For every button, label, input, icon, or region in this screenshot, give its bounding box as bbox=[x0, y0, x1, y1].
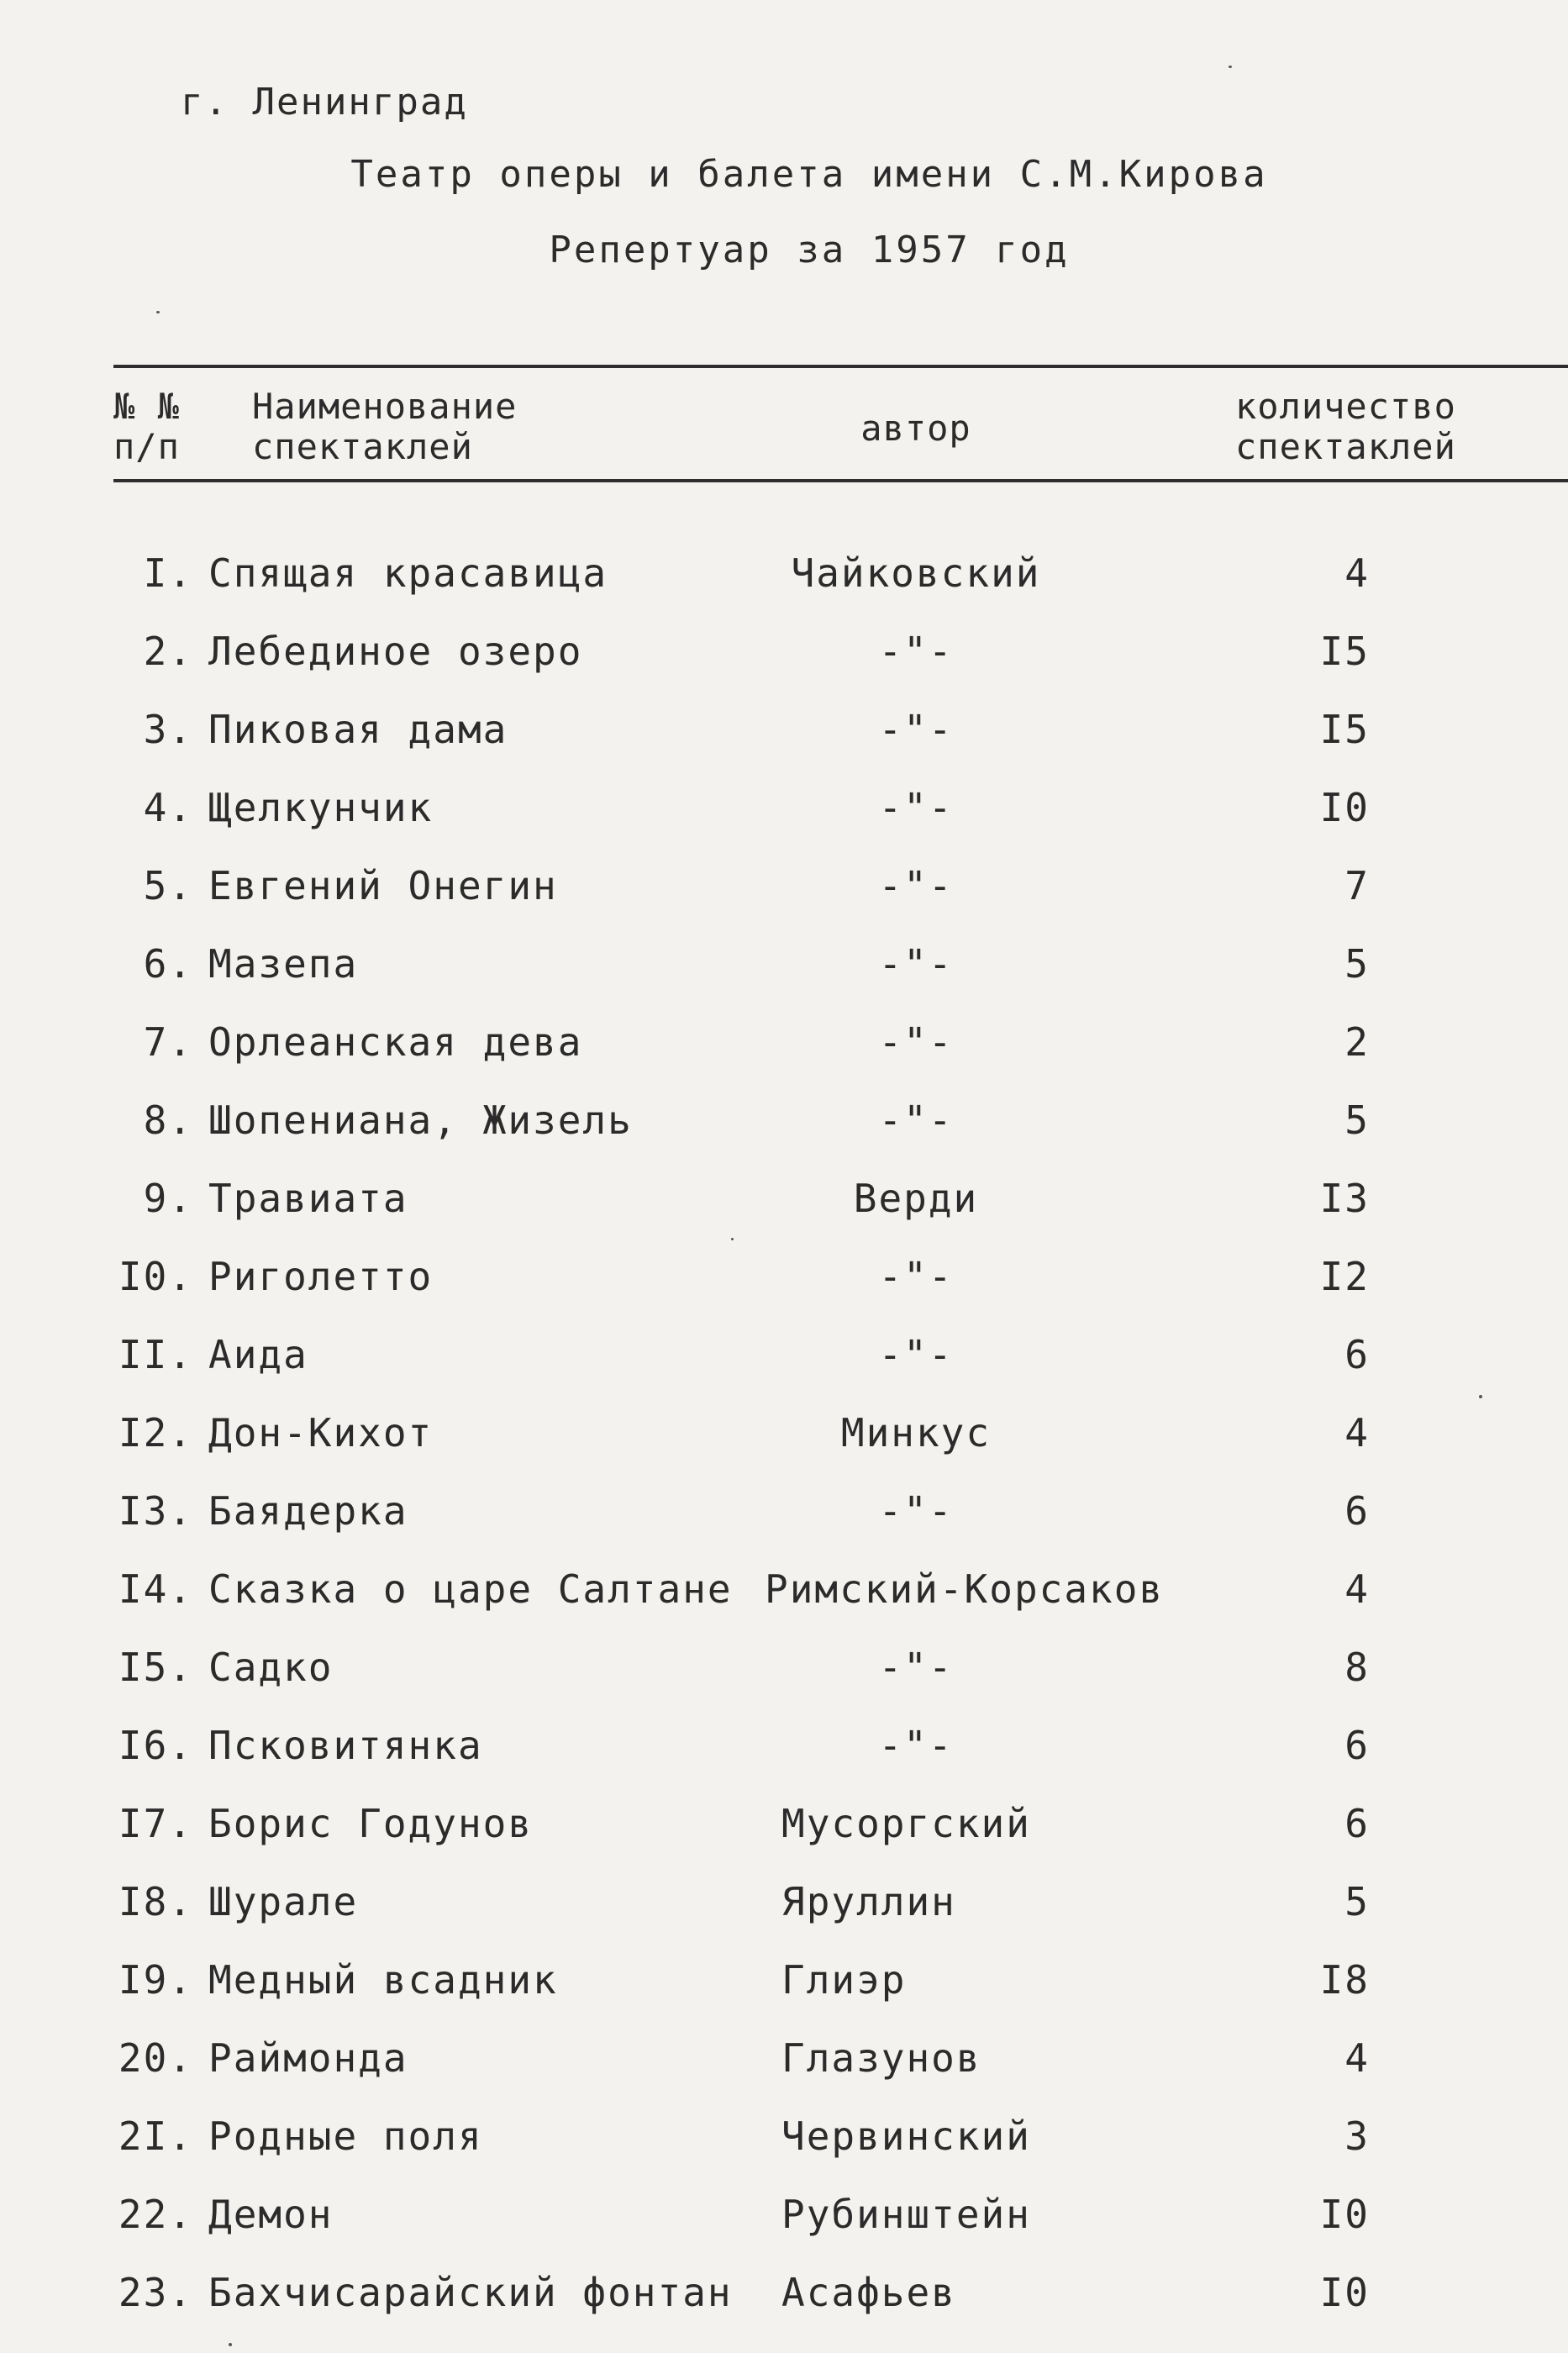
row-count: 5 bbox=[1344, 941, 1370, 987]
row-title: Бахчисарайский фонтан bbox=[208, 2270, 733, 2315]
table-header-rule bbox=[113, 479, 1568, 482]
row-count: I8 bbox=[1319, 1957, 1370, 2003]
row-author: -"- bbox=[878, 1098, 954, 1143]
row-count: I5 bbox=[1319, 629, 1370, 674]
row-count: 6 bbox=[1344, 1488, 1370, 1534]
table-row bbox=[0, 941, 1568, 1019]
row-author: -"- bbox=[878, 941, 954, 987]
row-count: 4 bbox=[1344, 1410, 1370, 1455]
table-row bbox=[0, 1566, 1568, 1645]
row-title: Медный всадник bbox=[208, 1957, 558, 2003]
row-number: I9. bbox=[118, 1957, 193, 2003]
column-header-name-line1: Наименование bbox=[252, 386, 518, 427]
table-row bbox=[0, 1488, 1568, 1566]
row-title: Дон-Кихот bbox=[208, 1410, 434, 1455]
row-number: I. bbox=[143, 550, 193, 596]
row-count: 4 bbox=[1344, 2035, 1370, 2081]
row-author: Рубинштейн bbox=[781, 2192, 1031, 2237]
column-header-number-line1: № № bbox=[113, 386, 180, 427]
table-row bbox=[0, 1879, 1568, 1957]
column-header-author: автор bbox=[860, 408, 971, 449]
paper-speck bbox=[156, 311, 160, 313]
row-number: I0. bbox=[118, 1254, 193, 1299]
row-count: I3 bbox=[1319, 1176, 1370, 1221]
row-title: Пиковая дама bbox=[208, 707, 508, 752]
row-title: Демон bbox=[208, 2192, 334, 2237]
row-count: 4 bbox=[1344, 1566, 1370, 1612]
column-header-count bbox=[1235, 387, 1521, 467]
column-header-number-line2: п/п bbox=[113, 426, 180, 467]
row-number: 23. bbox=[118, 2270, 193, 2315]
table-row bbox=[0, 1176, 1568, 1254]
row-count: I0 bbox=[1319, 2270, 1370, 2315]
row-number: 6. bbox=[143, 941, 193, 987]
row-number: 5. bbox=[143, 863, 193, 908]
table-row bbox=[0, 1957, 1568, 2035]
row-author: Червинский bbox=[781, 2113, 1031, 2159]
row-number: 4. bbox=[143, 785, 193, 830]
table-row bbox=[0, 2035, 1568, 2113]
row-title: Щелкунчик bbox=[208, 785, 434, 830]
row-title: Спящая красавица bbox=[208, 550, 608, 596]
row-title: Риголетто bbox=[208, 1254, 434, 1299]
row-title: Орлеанская дева bbox=[208, 1019, 583, 1065]
column-header-number bbox=[113, 387, 214, 467]
row-count: 6 bbox=[1344, 1723, 1370, 1768]
row-title: Аида bbox=[208, 1332, 308, 1377]
row-title: Баядерка bbox=[208, 1488, 408, 1534]
row-author: Верди bbox=[853, 1176, 979, 1221]
row-author: -"- bbox=[878, 863, 954, 908]
row-author: -"- bbox=[878, 1019, 954, 1065]
table-row bbox=[0, 1019, 1568, 1098]
table-row bbox=[0, 1332, 1568, 1410]
row-author: -"- bbox=[878, 707, 954, 752]
row-author: -"- bbox=[878, 1488, 954, 1534]
row-title: Шопениана, Жизель bbox=[208, 1098, 633, 1143]
row-title: Мазепа bbox=[208, 941, 359, 987]
column-header-name bbox=[252, 387, 689, 467]
row-count: 6 bbox=[1344, 1801, 1370, 1846]
table-row bbox=[0, 550, 1568, 629]
row-author: Глиэр bbox=[781, 1957, 907, 2003]
row-author: Асафьев bbox=[781, 2270, 956, 2315]
theatre-heading: Театр оперы и балета имени С.М.Кирова bbox=[350, 153, 1268, 196]
table-row bbox=[0, 863, 1568, 941]
row-title: Садко bbox=[208, 1645, 334, 1690]
row-number: 2. bbox=[143, 629, 193, 674]
row-author: Глазунов bbox=[781, 2035, 981, 2081]
table-row bbox=[0, 1254, 1568, 1332]
row-number: 2I. bbox=[118, 2113, 193, 2159]
row-author: Римский-Корсаков bbox=[765, 1566, 1165, 1612]
row-count: 5 bbox=[1344, 1098, 1370, 1143]
row-count: 5 bbox=[1344, 1879, 1370, 1924]
row-count: I5 bbox=[1319, 707, 1370, 752]
row-author: -"- bbox=[878, 1332, 954, 1377]
row-title: Лебединое озеро bbox=[208, 629, 583, 674]
row-number: 22. bbox=[118, 2192, 193, 2237]
table-row bbox=[0, 2113, 1568, 2192]
row-number: 8. bbox=[143, 1098, 193, 1143]
row-title: Раймонда bbox=[208, 2035, 408, 2081]
row-author: -"- bbox=[878, 1723, 954, 1768]
row-count: 4 bbox=[1344, 550, 1370, 596]
table-row bbox=[0, 707, 1568, 785]
table-row bbox=[0, 1645, 1568, 1723]
row-title: Сказка о царе Салтане bbox=[208, 1566, 733, 1612]
table-top-rule bbox=[113, 365, 1568, 368]
row-count: 8 bbox=[1344, 1645, 1370, 1690]
column-header-count-line2: спектаклей bbox=[1235, 426, 1456, 467]
row-number: I6. bbox=[118, 1723, 193, 1768]
table-row bbox=[0, 785, 1568, 863]
repertoire-table bbox=[0, 550, 1568, 2348]
row-title: Псковитянка bbox=[208, 1723, 483, 1768]
row-author: -"- bbox=[878, 629, 954, 674]
city-heading: г. Ленинград bbox=[181, 81, 468, 124]
row-title: Шурале bbox=[208, 1879, 359, 1924]
table-row bbox=[0, 1723, 1568, 1801]
row-title: Травиата bbox=[208, 1176, 408, 1221]
paper-speck bbox=[1229, 66, 1232, 68]
row-number: II. bbox=[118, 1332, 193, 1377]
row-author: -"- bbox=[878, 1254, 954, 1299]
column-header-count-line1: количество bbox=[1235, 386, 1456, 427]
table-row bbox=[0, 1098, 1568, 1176]
row-number: I2. bbox=[118, 1410, 193, 1455]
row-count: I0 bbox=[1319, 785, 1370, 830]
row-author: -"- bbox=[878, 785, 954, 830]
row-count: 3 bbox=[1344, 2113, 1370, 2159]
table-row bbox=[0, 1801, 1568, 1879]
row-author: Мусоргский bbox=[781, 1801, 1031, 1846]
row-number: I8. bbox=[118, 1879, 193, 1924]
row-author: Чайковский bbox=[791, 550, 1041, 596]
table-row bbox=[0, 2192, 1568, 2270]
row-author: Минкус bbox=[840, 1410, 992, 1455]
row-number: I4. bbox=[118, 1566, 193, 1612]
row-number: 3. bbox=[143, 707, 193, 752]
table-row bbox=[0, 1410, 1568, 1488]
row-count: I0 bbox=[1319, 2192, 1370, 2237]
row-count: I2 bbox=[1319, 1254, 1370, 1299]
row-author: Яруллин bbox=[781, 1879, 956, 1924]
row-count: 6 bbox=[1344, 1332, 1370, 1377]
row-author: -"- bbox=[878, 1645, 954, 1690]
table-row bbox=[0, 629, 1568, 707]
row-title: Борис Годунов bbox=[208, 1801, 534, 1846]
row-count: 2 bbox=[1344, 1019, 1370, 1065]
row-title: Евгений Онегин bbox=[208, 863, 558, 908]
row-count: 7 bbox=[1344, 863, 1370, 908]
row-title: Родные поля bbox=[208, 2113, 483, 2159]
row-number: I5. bbox=[118, 1645, 193, 1690]
repertoire-title: Репертуар за 1957 год bbox=[549, 229, 1070, 271]
row-number: 9. bbox=[143, 1176, 193, 1221]
row-number: 20. bbox=[118, 2035, 193, 2081]
row-number: I3. bbox=[118, 1488, 193, 1534]
column-header-name-line2: спектаклей bbox=[252, 426, 473, 467]
table-row bbox=[0, 2270, 1568, 2348]
row-number: I7. bbox=[118, 1801, 193, 1846]
row-number: 7. bbox=[143, 1019, 193, 1065]
